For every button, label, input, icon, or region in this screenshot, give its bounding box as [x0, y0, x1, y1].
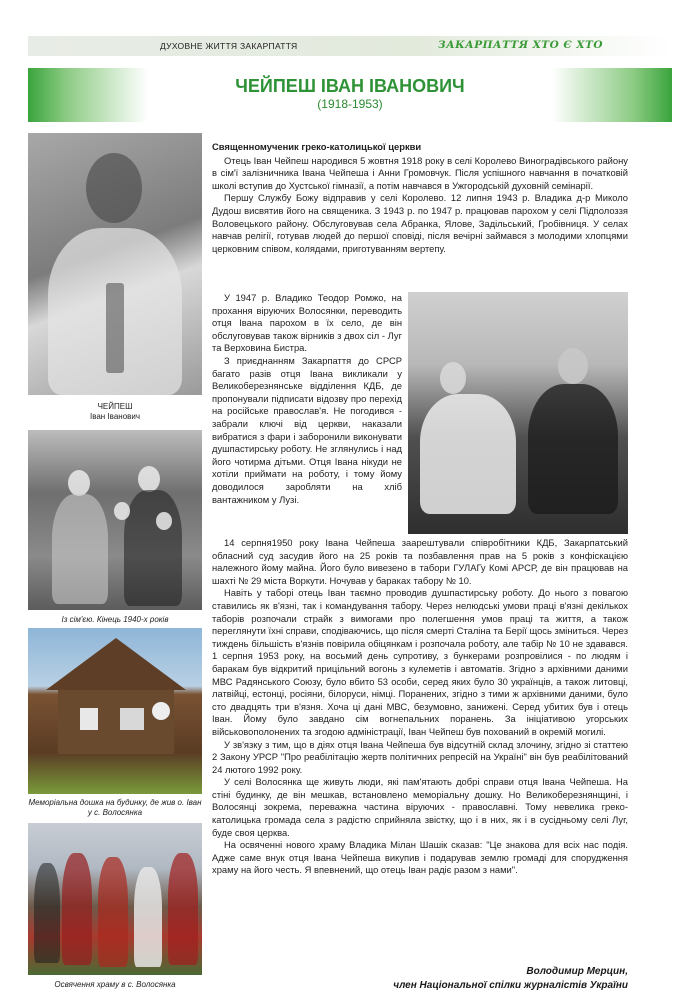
article-intro: [212, 141, 628, 255]
paragraph: На освяченні нового храму Владика Мілан Шашік сказав: "Це знакова для всіх нас подія. Адже саме внук отця Івана Чейпеша викупив і подарував землю громаді для спорудження храму на його честь. Я впевнений, що отець Іван радіє разом з нами".: [212, 839, 628, 876]
memorial-house-photo: [28, 628, 202, 794]
section-label: ДУХОВНЕ ЖИТТЯ ЗАКАРПАТТЯ: [160, 41, 298, 51]
paragraph: З приєднанням Закарпаття до СРСР багато разів отця Івана викликали у Великоберезнянське відділення КДБ, де пропонували підписати відозву про перехід на російське православ'я. Не погодився - забрали ключі від церкви, наказали вибратися з фари і заборонили виконувати душпастирську роботу. Не зглянулись і над його чотирма дітьми. Отця Івана нікуди не хотіли приймати на роботу, і тому йому доводилося заробляти на хліб вантажником у Лузі.: [212, 354, 402, 505]
portrait-photo: [28, 133, 202, 395]
author-name: Володимир Мерцин,: [526, 966, 628, 977]
consecration-photo: [28, 823, 202, 975]
article-middle: [212, 292, 402, 506]
paragraph: 14 серпня1950 року Івана Чейпеша заарештували співробітники КДБ, Закарпатський обласний суд засудив його на 25 років та позбавлення прав на 5 років з конфіскацією належного йому майна. Його було вивезено в табори ГУЛАГу Комі АРСР, де він працював на шахті № 29 міста Воркути. Ночував у бараках табору № 10.: [212, 537, 628, 586]
paragraph: У 1947 р. Владико Теодор Ромжо, на прохання віруючих Волосянки, переводить отця Івана парохом в їх село, де він обслуговував також вірників з двох сіл - Луг та Верховина Бистра.: [212, 292, 402, 354]
page-title: ЧЕЙПЕШ ІВАН ІВАНОВИЧ: [235, 76, 465, 96]
brand-logo: ЗАКАРПАТТЯ ХТО Є ХТО: [438, 39, 604, 51]
life-years: (1918-1953): [317, 97, 383, 111]
portrait-caption: [28, 402, 202, 422]
author-role: член Національної спілки журналістів України: [393, 980, 628, 991]
portrait-caption-sub: Іван Іванович: [89, 412, 141, 421]
paragraph: Першу Службу Божу відправив у селі Королево. 12 липня 1943 р. Владика д-р Миколо Дудош висвятив його на священика. З 1943 р. по 1947 р. працював парохом у селі Підполоззя Воловецького району. Обслуговував села Абранка, Ялове, Задільський, Гробівниця. У селах навчав релігії, готував людей до першої сповіді, після вечірні займався з молодими хлопцями церковним співом, колядами, приготуванням вертепу.: [212, 192, 628, 254]
paragraph: У селі Волосянка ще живуть люди, які пам'ятають добрі справи отця Івана Чейпеша. На стіні будинку, де він мешкав, встановлено меморіальну дошку. Но Великоберезнянщині, і Волосянці зокрема, переважна частина віруючих - православні. Тому невелика греко-католицька громада села з радістю сприйняла звістку, що і в них, як і в сусідньому селі Луг, буде своя церква.: [212, 776, 628, 838]
family-photo: [28, 430, 202, 610]
article-subtitle: Священномученик греко-католицької церкви: [212, 141, 422, 152]
memorial-caption: Меморіальна дошка на будинку, де жив о. Іван у с. Волосянка: [28, 798, 202, 817]
portrait-caption-name: ЧЕЙПЕШ: [97, 402, 133, 411]
paragraph: Навіть у таборі отець Іван таємно проводив душпастирську роботу. До нього з повагою ставились як в'язні, так і командування табору. Через нелюдські умови праці в'язні декількох таборів розпочали страйк з вимогами про полегшення умов праці та життя, а також переглянути їхні справи, сподіваючись, що після смерті Сталіна та Берії щось зміниться. Через тиждень більшість в'язнів повірила обіцянкам і розпочала роботу, але табір № 10 не здавався. 1 серпня 1953 року, на восьмий день супротиву, з бункерами розпровілися - по людям і баракам був відкритий прицільний вогонь з кулеметів і автоматів. Згідно з архівними даними МВС Радянського Союзу, було вбито 53 особи, серед яких було 30 українців, а також литовці, латвійці, естонці, росіяни, білоруси, німці. Поранених, згідно з тими ж архівними даними, було сто двадцять три в'язня. Хоча ці дані МВС, безумовно, занижені. Серед убитих був і отець Іван. Йому було завдано сім вогнепальних поранень. За ініціативою угорських військовополонених та згодою адміністрації, Іван Чейпеш був похований в окремій могилі.: [212, 587, 628, 737]
couple-with-baby-photo: [408, 292, 628, 534]
paragraph: У зв'язку з тим, що в діях отця Івана Чейпеша був відсутній склад злочину, згідно зі статтею 2 Закону УРСР "Про реабілітацію жертв політичних репресій на Україні" він був реабілітований 24 лютого 1992 року.: [212, 738, 628, 775]
family-caption: Із сім'єю. Кінець 1940-х років: [61, 615, 169, 624]
paragraph: Отець Іван Чейпеш народився 5 жовтня 1918 року в селі Королево Виноградівського району в сім'ї залізничника Івана Чейпеша і Анни Громовчук. Після успішного навчання в початковій школі вступив до Хустської гімназії, а потім навчався в Ужгородській духовній семінарії.: [212, 154, 628, 191]
article-body: [212, 537, 628, 877]
consecration-caption: Освячення храму в с. Волосянка: [54, 980, 176, 989]
